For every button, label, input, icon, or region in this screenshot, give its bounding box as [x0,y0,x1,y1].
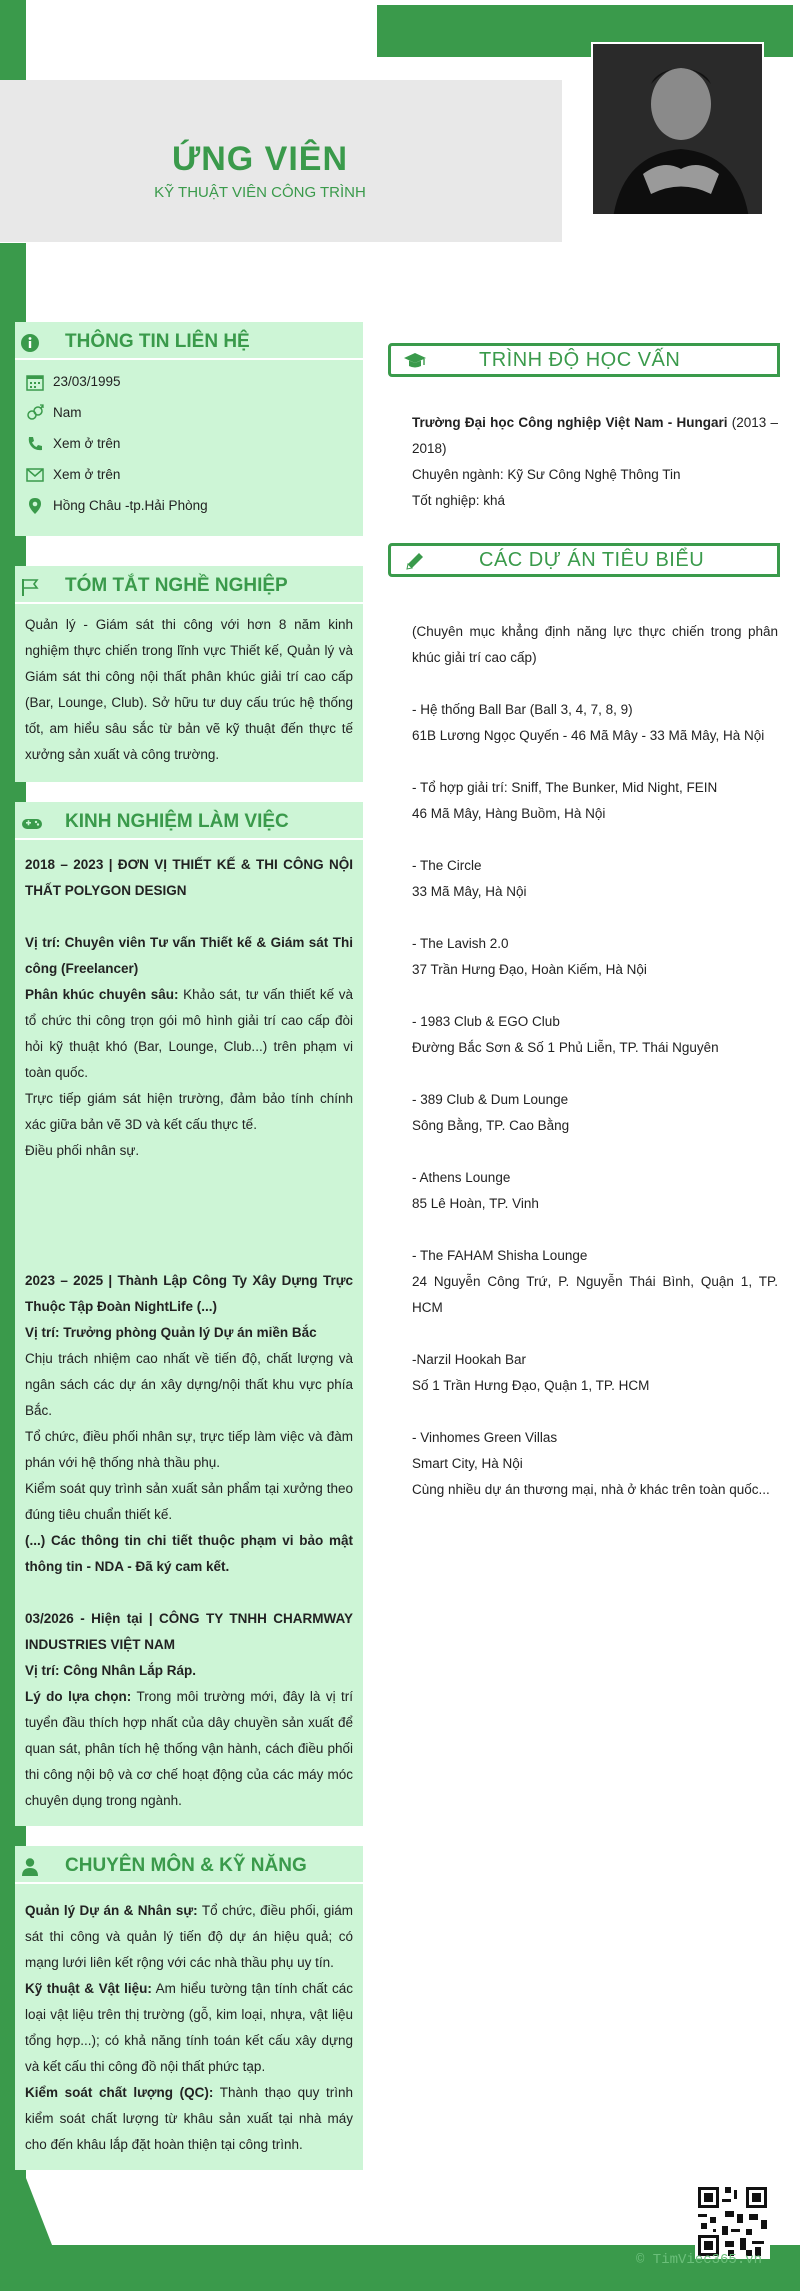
job1-heading: 2018 – 2023 | ĐƠN VỊ THIẾT KẾ & THI CÔNG NỘI THẤT POLYGON DESIGN [25,857,353,898]
flag-icon [20,577,40,597]
education-title: TRÌNH ĐỘ HỌC VẤN [479,349,681,371]
profile-photo [591,42,764,216]
contact-birthday-row [15,366,363,397]
skill-text: Am hiểu tường tận tính chất các loại vật liệu trên thị trường (gỗ, kim loại, nhựa, vật liệu tổng hợp...); có khả năng tính toán kết cấu xây dựng và kết cấu thi công đồ nội thất phức tạp. [25,1981,354,2074]
pencil-icon [403,550,427,572]
skills-title: CHUYÊN MÔN & KỸ NĂNG [65,1855,307,1876]
skills-section [15,1846,363,2170]
qr-code-icon [695,2184,770,2259]
job1-segment-text: Khảo sát, tư vấn thiết kế và tổ chức thi công trọn gói mô hình giải trí cao cấp đòi hỏi kỹ thuật khó (Bar, Lounge, Club...) trên phạm vi toàn quốc. [25,987,353,1080]
job3-reason-text: Trong môi trường mới, đây là vị trí tuyển đầu thích hợp nhất của dây chuyền sản xuất để quan sát, phân tích hệ thống vận hành, cách điều phối thi công nội bộ và cơ chế hoạt động của các máy móc chuyên dụng trong ngành. [25,1689,353,1808]
left-accent-stripe-top [0,0,26,80]
experience-section-header [15,802,363,840]
project-address: 24 Nguyễn Công Trứ, P. Nguyễn Thái Bình, Quận 1, TP. HCM [412,1274,778,1315]
contact-title: THÔNG TIN LIÊN HỆ [65,331,250,352]
job1-line2: Trực tiếp giám sát hiện trường, đảm bảo tính chính xác giữa bản vẽ 3D và kết cấu thực tế. [25,1091,353,1132]
job3-heading: 03/2026 - Hiện tại | CÔNG TY TNHH CHARMWAY INDUSTRIES VIỆT NAM [25,1611,353,1652]
summary-body [15,604,363,778]
education-major: Chuyên ngành: Kỹ Sư Công Nghệ Thông Tin [412,467,681,482]
job1-role: Vị trí: Chuyên viên Tư vấn Thiết kế & Giám sát Thi công (Freelancer) [25,935,353,976]
summary-section-header [15,566,363,604]
project-name: - Hệ thống Ball Bar (Ball 3, 4, 7, 8, 9) [412,702,633,717]
education-school: Trường Đại học Công nghiệp Việt Nam - Hungari [412,415,728,430]
skill-text: Thành thạo quy trình kiểm soát chất lượng từ khâu sản xuất tại nhà máy cho đến khâu lắp đặt hoàn thiện tại công trình. [25,2085,354,2152]
phone-value: Xem ở trên [53,436,121,451]
job1-segment-label: Phân khúc chuyên sâu: [25,987,179,1002]
contact-section [15,322,363,536]
project-address: Sông Bằng, TP. Cao Bằng [412,1118,570,1133]
gender-icon [26,404,44,422]
skill-item [25,2080,353,2158]
job1-line3: Điều phối nhân sự. [25,1143,140,1158]
email-icon [26,466,44,484]
user-icon [20,1857,40,1877]
project-address: Số 1 Trần Hưng Đạo, Quận 1, TP. HCM [412,1378,650,1393]
skills-body [15,1884,363,2168]
projects-header [388,543,780,577]
project-address: Đường Bắc Sơn & Số 1 Phủ Liễn, TP. Thái Nguyên [412,1040,719,1055]
info-icon [20,333,40,353]
job2-line2: Tổ chức, điều phối nhân sự, trực tiếp làm việc và đàm phán với hệ thống nhà thầu phụ. [25,1429,353,1470]
education-years: (2013 – 2018) [412,415,778,456]
skill-item [25,1976,353,2080]
job1-segment [25,982,353,1086]
project-name: - Athens Lounge [412,1170,511,1185]
contact-phone-row [15,428,363,459]
job2-line3: Kiểm soát quy trình sản xuất sản phẩm tại xưởng theo đúng tiêu chuẩn thiết kế. [25,1481,353,1522]
job2-line1: Chịu trách nhiệm cao nhất về tiến độ, chất lượng và ngân sách các dự án xây dựng/nội thất khu vực phía Bắc. [25,1351,353,1418]
project-address: Smart City, Hà Nội [412,1456,523,1471]
project-name: - Vinhomes Green Villas [412,1430,558,1445]
graduation-cap-icon [403,350,427,372]
education-header [388,343,780,377]
skill-item [25,1898,353,1976]
location-icon [26,497,44,515]
contact-section-header [15,322,363,360]
project-name: - Tổ hợp giải trí: Sniff, The Bunker, Mid Night, FEIN [412,780,718,795]
projects-title: CÁC DỰ ÁN TIÊU BIỂU [479,549,705,571]
summary-text: Quản lý - Giám sát thi công với hơn 8 năm kinh nghiệm thực chiến trong lĩnh vực Thiết kế, Quản lý và Giám sát thi công nội thất phân khúc giải trí cao cấp (Bar, Lounge, Club). Sở hữu tư duy cấu trúc hệ thống tốt, am hiểu sâu sắc từ bản vẽ kỹ thuật đến thực tế xưởng sản xuất và công trường. [25,617,353,762]
projects-closing: Cùng nhiều dự án thương mại, nhà ở khác trên toàn quốc... [412,1482,770,1497]
job2-heading: 2023 – 2025 | Thành Lập Công Ty Xây Dựng Trực Thuộc Tập Đoàn NightLife (...) [25,1273,353,1314]
contact-email-row [15,459,363,490]
email-value: Xem ở trên [53,467,121,482]
skill-label: Kiểm soát chất lượng (QC): [25,2085,214,2100]
phone-icon [26,435,44,453]
candidate-position: KỸ THUẬT VIÊN CÔNG TRÌNH [154,184,366,201]
projects-intro: (Chuyên mục khẳng định năng lực thực chiến trong phân khúc giải trí cao cấp) [412,624,778,665]
project-address: 33 Mã Mây, Hà Nội [412,884,527,899]
education-body [412,410,778,514]
gender-value: Nam [53,405,82,420]
contact-address-row [15,490,363,521]
job3-role: Vị trí: Công Nhân Lắp Ráp. [25,1663,196,1678]
projects-body [412,619,778,1503]
qr-code [695,2184,770,2259]
education-school-line [412,410,778,462]
project-name: - 1983 Club & EGO Club [412,1014,560,1029]
contact-gender-row [15,397,363,428]
footer-watermark: © TimViec365.vn [636,2252,763,2268]
skill-text: Tổ chức, điều phối, giám sát thi công và quản lý tiến độ dự án hiệu quả; có mạng lưới liên kết rộng với các nhà thầu phụ uy tín. [25,1903,353,1970]
project-name: - The FAHAM Shisha Lounge [412,1248,588,1263]
birthday-value: 23/03/1995 [53,374,121,389]
project-name: - 389 Club & Dum Lounge [412,1092,569,1107]
skill-label: Quản lý Dự án & Nhân sự: [25,1903,198,1918]
project-name: -Narzil Hookah Bar [412,1352,527,1367]
education-grade: Tốt nghiệp: khá [412,493,506,508]
summary-section [15,566,363,782]
summary-title: TÓM TẮT NGHỀ NGHIỆP [65,575,288,596]
project-address: 61B Lương Ngọc Quyến - 46 Mã Mây - 33 Mã Mây, Hà Nội [412,728,765,743]
portrait-image [593,44,764,216]
gamepad-icon [20,813,44,833]
bottom-corner-accent [0,2178,52,2245]
experience-title: KINH NGHIỆM LÀM VIỆC [65,811,289,832]
candidate-name: ỨNG VIÊN [171,140,348,178]
project-name: - The Lavish 2.0 [412,936,509,951]
skill-label: Kỹ thuật & Vật liệu: [25,1981,152,1996]
experience-section [15,802,363,1826]
calendar-icon [26,373,44,391]
address-value: Hồng Châu -tp.Hải Phòng [53,498,208,513]
project-address: 85 Lê Hoàn, TP. Vinh [412,1196,539,1211]
job3-reason [25,1684,353,1814]
skills-section-header [15,1846,363,1884]
job2-note: (...) Các thông tin chi tiết thuộc phạm vi bảo mật thông tin - NDA - Đã ký cam kết. [25,1533,353,1574]
project-address: 46 Mã Mây, Hàng Buồm, Hà Nội [412,806,606,821]
job3-reason-label: Lý do lựa chọn: [25,1689,132,1704]
project-name: - The Circle [412,858,482,873]
experience-body [15,840,363,1824]
job2-role: Vị trí: Trưởng phòng Quản lý Dự án miền Bắc [25,1325,317,1340]
project-address: 37 Trần Hưng Đạo, Hoàn Kiếm, Hà Nội [412,962,647,977]
